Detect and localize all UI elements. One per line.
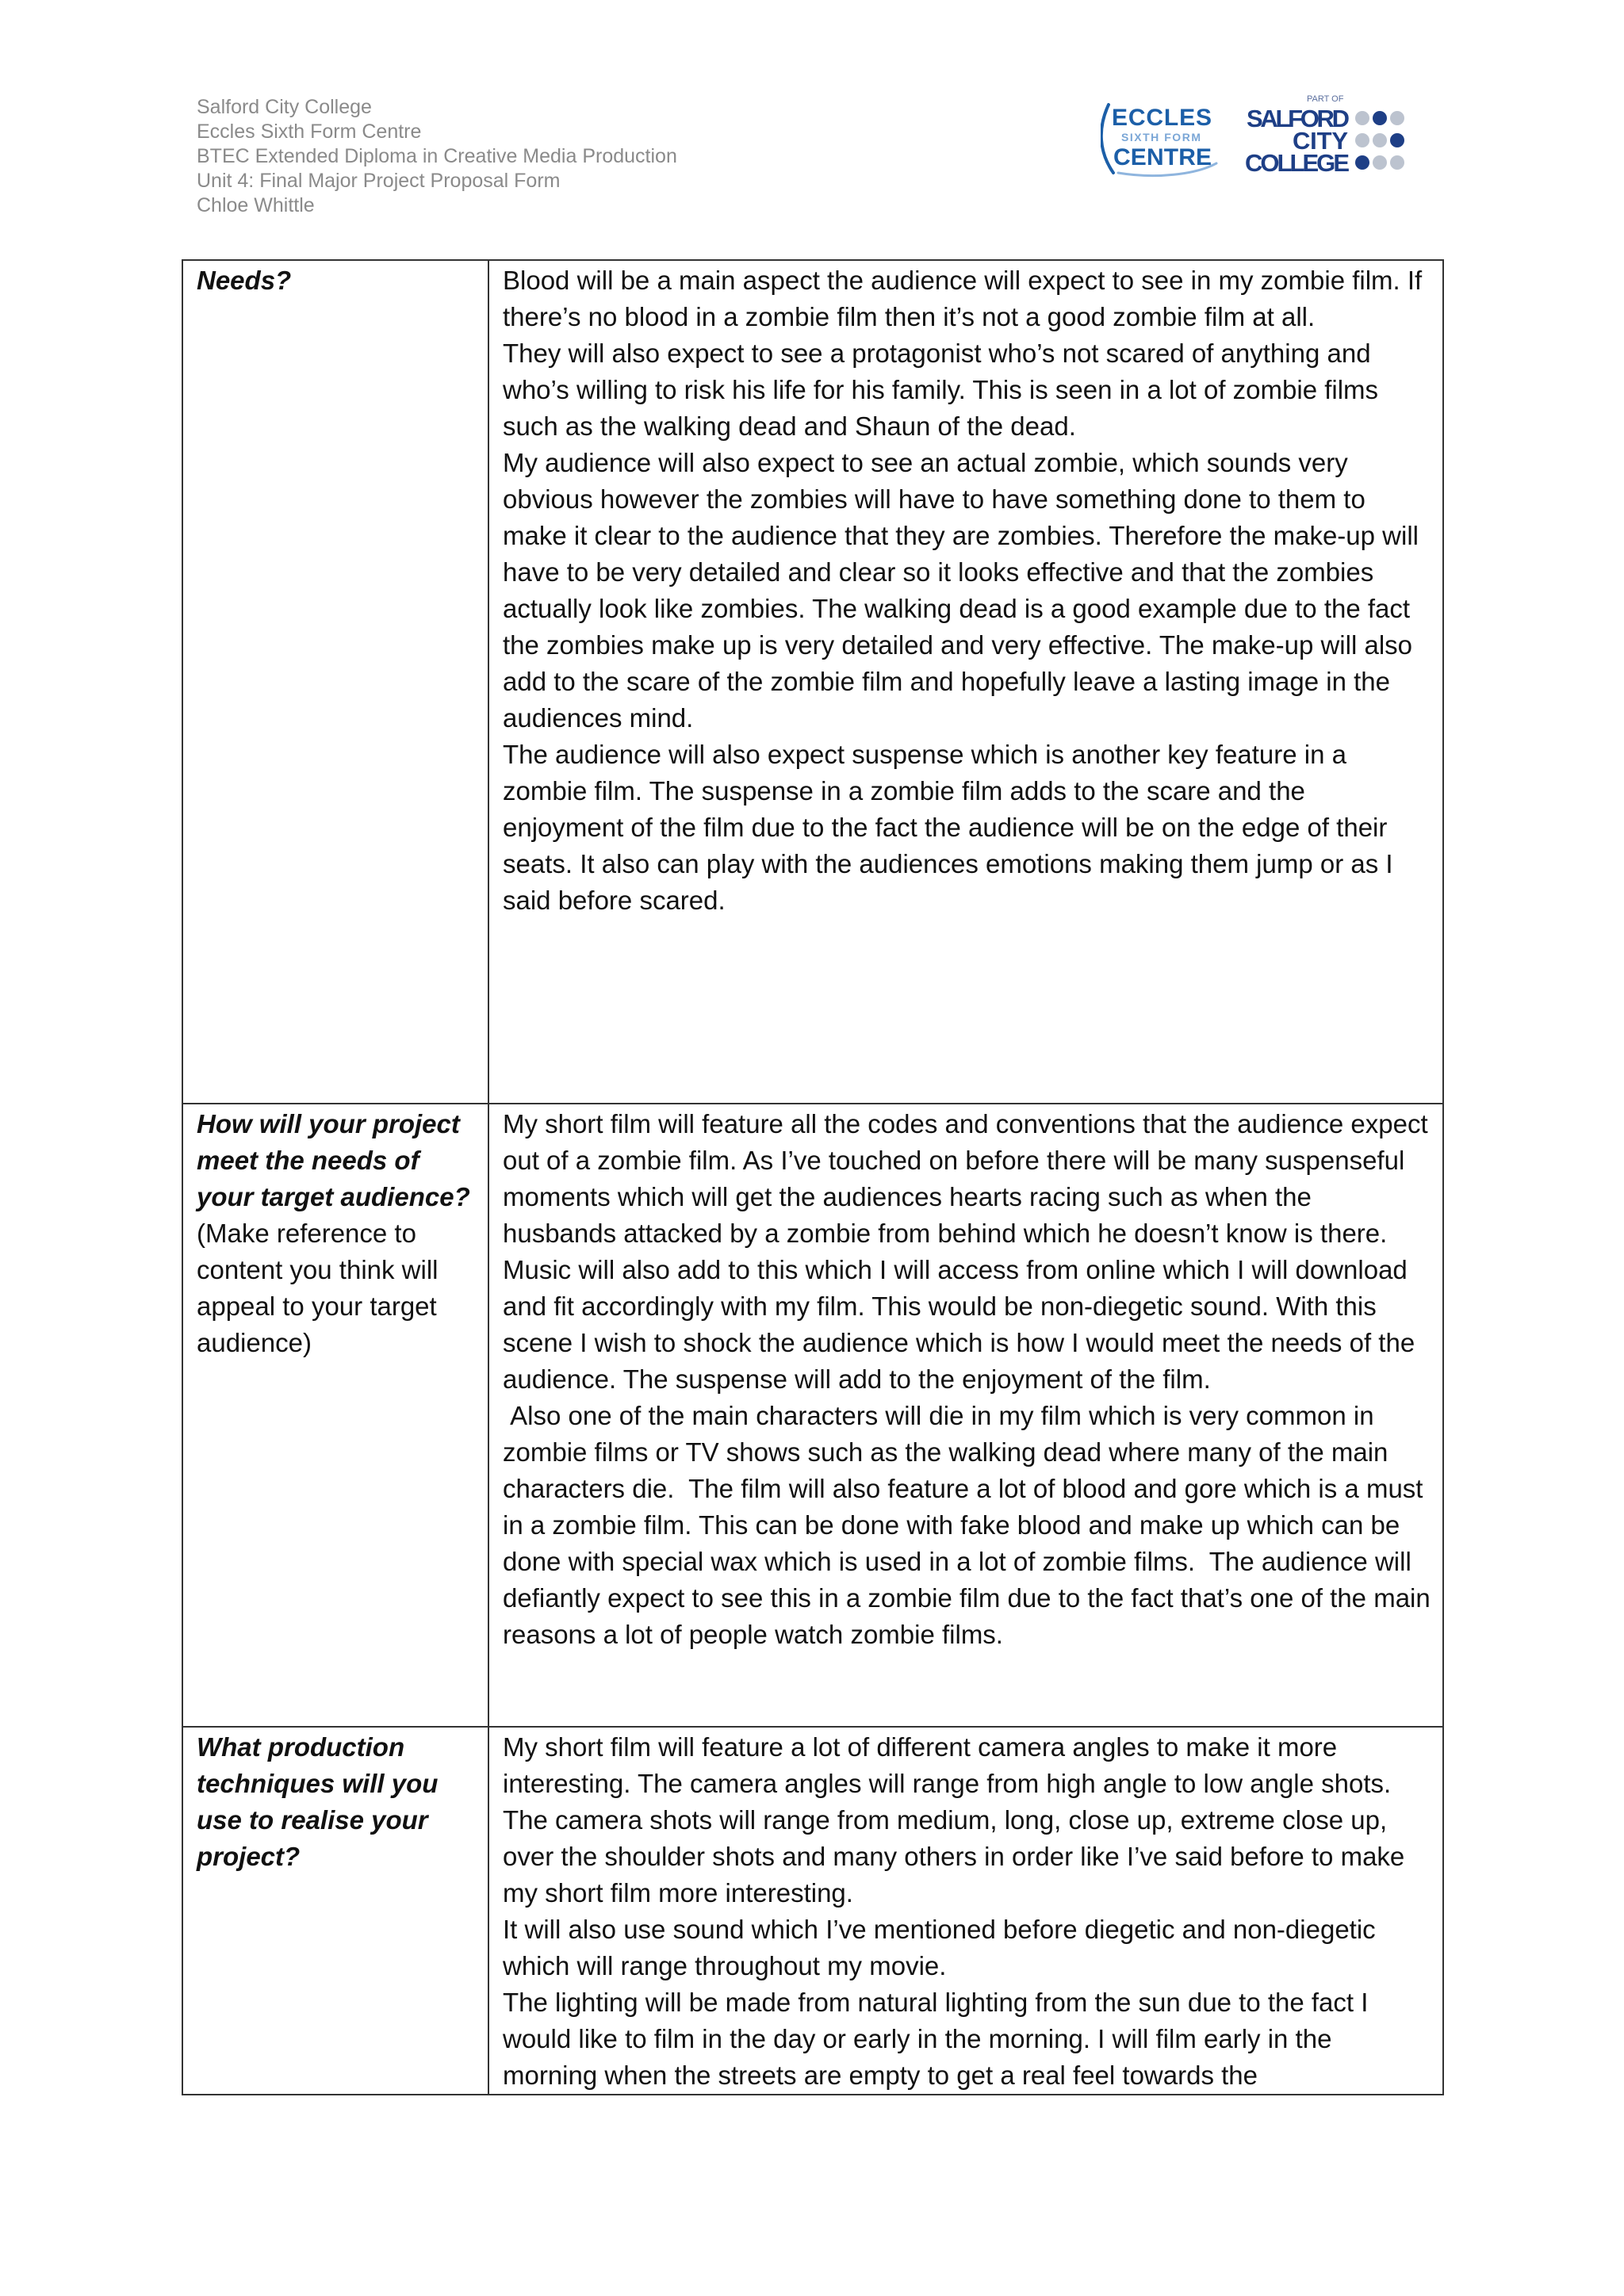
answer-paragraph: My short film will feature a lot of different camera angles to make it more interesting. The camera angles will range from high angle to low angle shots. The camera shots will range from medium, long, close up, extreme close up, over the shoulder shots and many others in order like I’ve said before to make my short film more interesting. (503, 1732, 1412, 1908)
eccles-centre-logo (1101, 97, 1218, 178)
header-author: Chloe Whittle (197, 194, 315, 216)
answer-cell (488, 1104, 1443, 1727)
table-row (182, 1727, 1443, 2095)
salford-city-college-logo (1245, 90, 1419, 178)
answer-paragraph: My short film will feature all the codes and conventions that the audience expect out of a zombie film. As I’ve touched on before there will be many suspenseful moments which will get the audiences hearts racing such as when the husbands attacked by a zombie from behind which he doesn’t know is there. Music will also add to this which I will access from online which I will download and fit accordingly with my film. This would be non-diegetic sound. With this scene I wish to shock the audience which is how I would meet the needs of the audience. The suspense will add to the enjoyment of the film. (503, 1109, 1435, 1394)
answer-cell (488, 260, 1443, 1104)
header-course: BTEC Extended Diploma in Creative Media Production (197, 145, 677, 167)
salford-logo-top: PART OF (1307, 94, 1344, 104)
table-row (182, 260, 1443, 1104)
proposal-form-table (182, 259, 1444, 2095)
eccles-logo-line2: SIXTH FORM (1121, 131, 1201, 144)
answer-paragraph: The audience will also expect suspense which is another key feature in a zombie film. The suspense in a zombie film adds to the scare and the enjoyment of the film due to the fact the audience will be on the edge of their seats. It also can play with the audiences emotions making them jump or as I said before scared. (503, 740, 1400, 915)
salford-logo-dots (1355, 111, 1404, 170)
question-cell (182, 260, 488, 1104)
question-note: (Make reference to content you think will appeal to your target audience) (197, 1219, 446, 1357)
salford-logo-line1: SALFORD (1247, 105, 1350, 132)
table-row (182, 1104, 1443, 1727)
salford-logo-line3: COLLEGE (1245, 149, 1350, 177)
header-centre: Eccles Sixth Form Centre (197, 121, 422, 143)
question-cell (182, 1104, 488, 1727)
question-production-techniques: What production techniques will you use to realise your project? (197, 1732, 446, 1871)
answer-paragraph: My audience will also expect to see an actual zombie, which sounds very obvious however the zombies will have to have something done to them to make it clear to the audience that they are zombies. Therefore the make-up will have to be very detailed and clear so it looks effective and that the zombies actually look like zombies. The walking dead is a good example due to the fact the zombies make up is very detailed and very effective. The make-up will also add to the scare of the zombie film and hopefully leave a lasting image in the audiences mind. (503, 448, 1427, 733)
header-unit: Unit 4: Final Major Project Proposal Form (197, 170, 561, 192)
document-header (197, 95, 677, 218)
eccles-logo-line3: CENTRE (1113, 144, 1212, 170)
question-meet-needs: How will your project meet the needs of your target audience? (197, 1109, 470, 1211)
answer-paragraph: Also one of the main characters will die in my film which is very common in zombie films or TV shows such as the walking dead where many of the main characters die. The film will also feature a lot of blood and gore which is a must in a zombie film. This can be done with fake blood and make up which can be done with special wax which is used in a lot of zombie films. The audience will defiantly expect to see this in a zombie film due to the fact that’s one of the main reasons a lot of people watch zombie films. (503, 1401, 1438, 1649)
answer-paragraph: The lighting will be made from natural lighting from the sun due to the fact I would like to film in the day or early in the morning. I will film early in the morning when the streets are empty to get a real feel towards the (503, 1988, 1376, 2090)
eccles-logo-line1: ECCLES (1112, 105, 1212, 131)
question-needs: Needs? (197, 266, 292, 295)
header-college: Salford City College (197, 96, 372, 118)
answer-cell (488, 1727, 1443, 2095)
salford-logo-line2: CITY (1293, 127, 1348, 155)
answer-paragraph: They will also expect to see a protagonist who’s not scared of anything and who’s willing to risk his life for his family. This is seen in a lot of zombie films such as the walking dead and Shaun of the dead. (503, 339, 1386, 441)
question-cell (182, 1727, 488, 2095)
answer-paragraph: It will also use sound which I’ve mentioned before diegetic and non-diegetic which will range throughout my movie. (503, 1915, 1383, 1980)
answer-paragraph: Blood will be a main aspect the audience will expect to see in my zombie film. If there’s no blood in a zombie film then it’s not a good zombie film at all. (503, 266, 1430, 331)
